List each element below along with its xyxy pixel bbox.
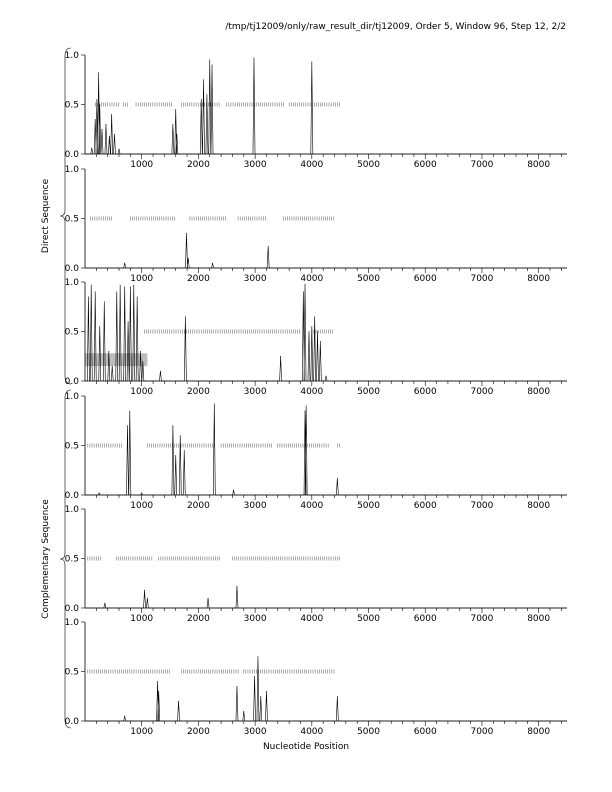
peak-point [212,65,213,66]
peak-point [254,58,255,59]
y-tick-label: 0.5 [64,441,79,452]
peak-point [311,62,312,63]
y-tick-label: 0.0 [64,491,79,501]
peak-point [314,316,315,317]
y-tick-label: 0.5 [64,554,79,565]
x-tick-label: 1000 [130,274,154,284]
y-tick-label: 1.0 [64,165,79,175]
x-tick-label: 7000 [470,501,494,511]
y-tick-label: 0.5 [64,214,79,225]
score-trace [85,404,567,495]
peak-point [130,287,131,288]
peak-point [268,246,269,247]
peak-point [172,124,173,125]
y-tick-label: 1.0 [64,278,79,288]
peak-point [337,478,338,479]
x-tick-label: 8000 [527,387,551,397]
peak-point [176,134,177,135]
complementary-sequence-label: Complementary Sequence [40,499,51,619]
peak-point [106,124,107,125]
peak-point [114,134,115,135]
peak-point [237,686,238,687]
peak-point [311,326,312,327]
x-tick-label: 5000 [357,614,380,624]
peak-point [95,292,96,293]
peak-point [127,425,128,426]
y-tick-label: 0.5 [64,327,79,338]
peak-point [175,455,176,456]
peak-point [99,493,100,494]
peak-point [309,331,310,332]
y-tick-label: 0.0 [64,604,79,614]
peak-point [99,326,100,327]
x-tick-label: 8000 [527,614,551,624]
peak-point [91,285,92,286]
peak-point [124,716,125,717]
score-trace [85,586,567,608]
peak-point [243,711,244,712]
peak-point [178,701,179,702]
x-tick-label: 4000 [300,614,324,624]
peak-point [317,331,318,332]
x-tick-label: 3000 [243,387,267,397]
x-tick-label: 4000 [300,387,324,397]
x-tick-label: 6000 [413,727,437,737]
peak-point [157,681,158,682]
peak-point [120,285,121,286]
peak-point [104,603,105,604]
peak-point [203,79,204,80]
x-tick-label: 1000 [130,614,154,624]
peak-point [133,285,134,286]
peak-point [207,94,208,95]
x-tick-label: 4000 [300,274,324,284]
peak-point [266,691,267,692]
x-tick-label: 8000 [527,501,551,511]
x-tick-label: 5000 [357,274,380,284]
y-tick-label: 1.0 [64,392,79,402]
x-tick-label: 7000 [470,727,494,737]
x-tick-label: 7000 [470,160,494,170]
y-tick-label: 1.0 [64,51,79,61]
x-tick-label: 3000 [243,614,267,624]
peak-point [214,404,215,405]
peak-point [142,361,143,362]
peak-point [119,149,120,150]
peak-point [209,60,210,61]
peak-point [111,114,112,115]
x-tick-label: 1000 [130,160,154,170]
x-tick-label: 7000 [470,614,494,624]
peak-point [144,590,145,591]
peak-point [237,586,238,587]
peak-point [98,72,99,73]
peak-point [109,136,110,137]
x-tick-label: 4000 [300,160,324,170]
x-tick-label: 6000 [413,614,437,624]
peak-point [137,296,138,297]
x-tick-label: 5000 [357,387,380,397]
x-tick-label: 5000 [357,727,380,737]
peak-point [99,104,100,105]
peak-point [124,263,125,264]
peak-point [129,410,130,411]
peak-point [258,656,259,657]
peak-point [212,263,213,264]
score-trace [85,58,567,154]
peak-point [326,376,327,377]
peak-point [186,233,187,234]
peak-point [97,99,98,100]
peak-point [102,129,103,130]
x-tick-label: 8000 [527,727,551,737]
peak-point [233,490,234,491]
peak-point [305,410,306,411]
peak-point [108,351,109,352]
peak-point [95,119,96,120]
x-tick-label: 3000 [243,727,267,737]
x-tick-label: 1000 [130,727,154,737]
x-tick-label: 3000 [243,160,267,170]
x-tick-label: 2000 [186,501,210,511]
peak-point [337,696,338,697]
x-tick-label: 5000 [357,160,380,170]
x-tick-label: 4000 [300,501,324,511]
y-tick-label: 0.0 [64,264,79,274]
peak-point [280,356,281,357]
peak-point [140,351,141,352]
peak-point [88,296,89,297]
x-tick-label: 2000 [186,387,210,397]
peak-point [175,109,176,110]
page-title: /tmp/tj12009/only/raw_result_dir/tj12009, Order 5, Window 96, Step 12, 2/2 [225,22,566,32]
peak-point [305,284,306,285]
peak-point [320,341,321,342]
peak-point [160,371,161,372]
score-trace [85,657,567,721]
peak-point [112,366,113,367]
x-axis-label: Nucleotide Position [262,742,350,752]
x-tick-label: 6000 [413,274,437,284]
x-tick-label: 3000 [243,501,267,511]
peak-point [104,301,105,302]
x-tick-label: 6000 [413,160,437,170]
y-tick-label: 0.0 [64,150,79,160]
peak-point [91,148,92,149]
direct-sequence-label: Direct Sequence [41,178,52,254]
x-tick-label: 8000 [527,274,551,284]
peak-point [141,493,142,494]
peak-point [128,321,129,322]
x-tick-label: 3000 [243,274,267,284]
peak-point [306,406,307,407]
peak-point [124,287,125,288]
y-tick-label: 1.0 [64,505,79,515]
peak-point [254,676,255,677]
x-tick-label: 1000 [130,501,154,511]
x-tick-label: 8000 [527,160,551,170]
y-tick-label: 0.0 [64,377,79,387]
y-tick-label: 1.0 [64,618,79,628]
peak-point [172,425,173,426]
peak-point [201,99,202,100]
peak-point [184,450,185,451]
x-tick-label: 6000 [413,387,437,397]
peak-point [260,696,261,697]
x-tick-label: 6000 [413,501,437,511]
peak-point [185,316,186,317]
x-tick-label: 7000 [470,387,494,397]
x-tick-label: 2000 [186,727,210,737]
x-tick-label: 5000 [357,501,380,511]
x-tick-label: 7000 [470,274,494,284]
x-tick-label: 2000 [186,614,210,624]
peak-point [147,598,148,599]
peak-point [208,598,209,599]
x-tick-label: 4000 [300,727,324,737]
score-trace [85,233,567,268]
peak-point [180,435,181,436]
x-tick-label: 2000 [186,160,210,170]
y-tick-label: 0.0 [64,717,79,727]
peak-point [303,292,304,293]
x-tick-label: 1000 [130,387,154,397]
peak-point [158,691,159,692]
x-tick-label: 2000 [186,274,210,284]
peak-point [188,258,189,259]
peak-point [116,292,117,293]
y-tick-label: 0.5 [64,667,79,678]
y-tick-label: 0.5 [64,100,79,111]
